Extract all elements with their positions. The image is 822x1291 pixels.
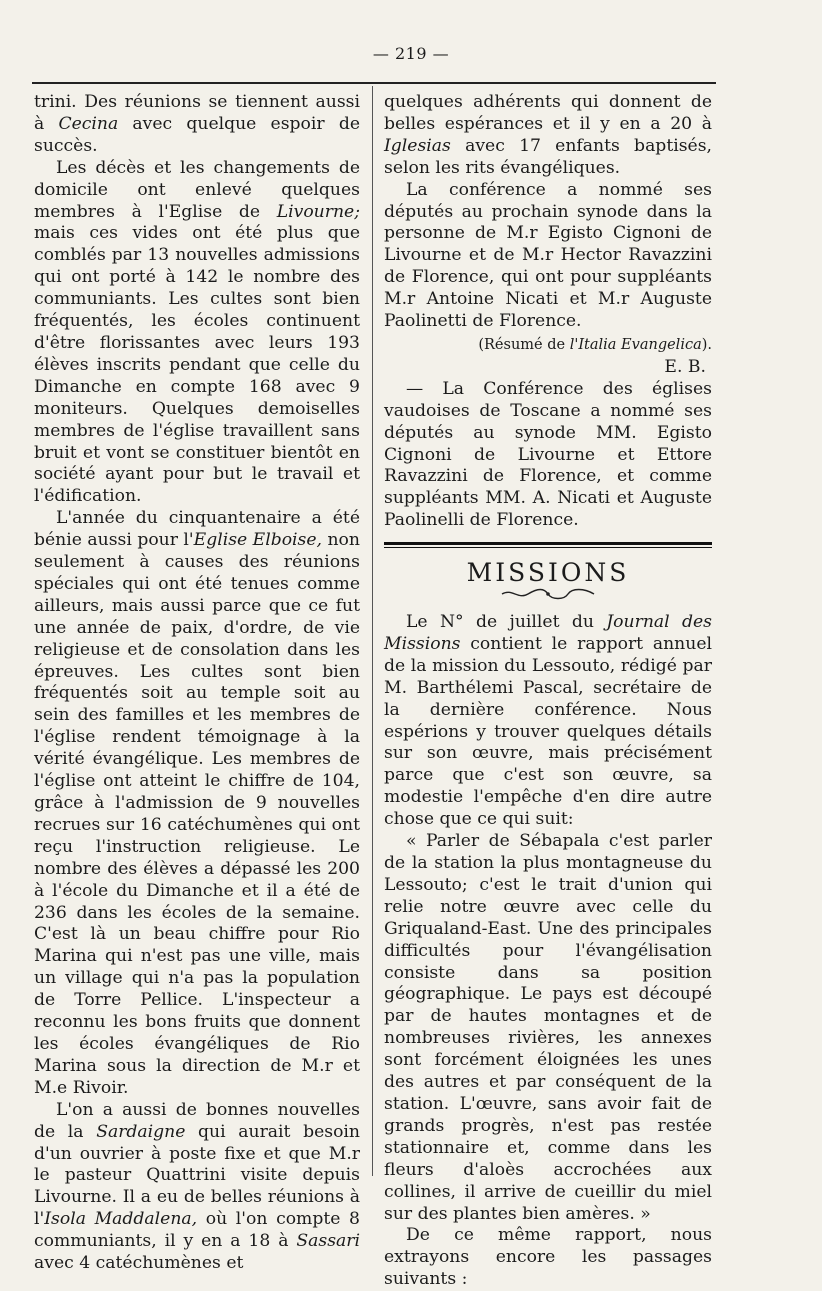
right-column (384, 92, 713, 1290)
paragraph-journal-missions (384, 612, 712, 831)
text-run: contient le rapport annuel de la mission du Lessouto, rédigé par M. Barthélemi Pascal, secrétaire de la dernière conférence. Nous espérions y trouver quelques détails sur son œuvre, mais précisément parce que c'est son œuvre, sa modestie l'empêche d'en dire autre chose que ce qui suit: (384, 633, 712, 830)
paragraph-iglesias (384, 92, 712, 180)
text-run: avec quelque espoir de succès. (34, 113, 360, 156)
flourish-ornament-icon (498, 587, 598, 601)
paragraph-cecina (34, 92, 360, 158)
text-run: avec 4 catéchumènes et (34, 1253, 244, 1274)
text-run: où l'on compte 8 communiants, il y en a 18 à (34, 1209, 360, 1252)
source-attribution (384, 335, 712, 357)
text-run: Le N° de juillet du (406, 612, 607, 633)
signature: E. B. (664, 356, 706, 377)
paragraph-closing: De ce même rapport, nous extrayons encore les passages suivants : (384, 1225, 712, 1290)
paragraph-sebapala-quote: « Parler de Sébapala c'est parler de la station la plus montagneuse du Lessouto; c'est le trait d'union qui relie notre œuvre avec celle du Griqualand-East. Une des principales difficultés pour l'évangélisation consiste dans sa position géographique. Le pays est découpé par de hautes montagnes et de nombreuses rivières, les annexes sont forcément éloignées les unes des autres et par conséquent de la station. L'œuvre, sans avoir fait de grands progrès, n'est pas restée stationnaire et, comme dans les fleurs d'aloès accrochées aux collines, il arrive de cueillir du miel sur des plantes bien amères. » (384, 831, 712, 1224)
section-rule (384, 547, 712, 548)
source-title: l'Italia Evangelica (569, 336, 702, 353)
paragraph-eglise-elboise (34, 508, 360, 1099)
text-run: Les décès et les changements de domicile ont enlevé quelques membres à l'Eglise de (34, 157, 360, 222)
paragraph-toscane-conference: — La Conférence des églises vaudoises de Toscane a nommé ses députés au synode MM. Egisto Cignoni de Livourne et Ettore Ravazzini de Florence, et comme suppléants MM. A. Nicati et Auguste Paolinelli de Florence. (384, 378, 712, 531)
text-run: L'on a aussi de bonnes nouvelles de la (34, 1099, 360, 1142)
paragraph-sardaigne (34, 1100, 360, 1275)
place-name: Isola Maddalena, (44, 1209, 198, 1230)
header-rule (32, 82, 716, 84)
place-name: Cecina (58, 113, 119, 134)
section-rule (384, 542, 712, 545)
text-run: ). (701, 336, 712, 353)
page-number: — 219 — (372, 44, 450, 63)
place-name: Eglise Elboise, (193, 530, 323, 551)
place-name: Iglesias (384, 135, 451, 156)
text-run: non seulement à causes des réunions spéciales qui ont été tenues comme ailleurs, mais aussi parce que ce fut une année de paix, d'ordre, de vie religieuse et de consolation dans les épreuves. Les cultes sont bien fréquentés soit au temple soit au sein des familles et les membres de l'église rendent témoignage à la vérité évangélique. Les membres de l'église ont atteint le chiffre de 104, grâce à l'admission de 9 nouvelles recrues sur 16 catéchumènes qui ont reçu l'instruction religieuse. Le nombre des élèves a dépassé les 200 à l'école du Dimanche et il a été de 236 dans les écoles de la semaine. C'est là un beau chiffre pour Rio Marina qui n'est pas une ville, mais un village qui n'a pas la population de Torre Pellice. L'inspecteur a reconnu les bons fruits que donnent les écoles évangéliques de Rio Marina sous la direction de M.r et M.e Rivoir. (34, 530, 360, 1098)
ornament-flourish (384, 586, 712, 600)
text-run: trini. Des réunions se tiennent aussi à (34, 92, 360, 134)
text-run: (Résumé de (478, 336, 570, 353)
text-run: quelques adhérents qui donnent de belles espérances et il y en a 20 à (384, 92, 712, 134)
column-divider (372, 86, 373, 1176)
paragraph-livourne (34, 158, 360, 509)
text-run: mais ces vides ont été plus que comblés par 13 nouvelles admissions qui ont porté à 142 le nombre des communiants. Les cultes sont bien fréquentés, les écoles continuent d'être florissantes avec leurs 193 élèves inscrits pendant que celle du Dimanche en compte 168 avec 9 moniteurs. Quelques demoiselles membres de l'église travaillent sans bruit et vont se constituer bientôt en société ayant pour but le travail et l'édification. (34, 223, 360, 507)
text-run: avec 17 enfants baptisés, selon les rits évangéliques. (384, 135, 712, 178)
text-run: L'année du cinquantenaire a été bénie aussi pour l' (34, 508, 360, 551)
journal-title: Journal des Missions (384, 612, 713, 654)
section-title: MISSIONS (466, 558, 630, 588)
place-name: Sassari (296, 1231, 360, 1252)
place-name: Sardaigne (96, 1121, 186, 1142)
left-column (34, 92, 360, 1274)
place-name: Livourne; (276, 201, 360, 222)
paragraph-deputies: La conférence a nommé ses députés au prochain synode dans la personne de M.r Egisto Cignoni de Livourne et de M.r Hector Ravazzini de Florence, qui ont pour suppléants M.r Antoine Nicati et M.r Auguste Paolinetti de Florence. (384, 179, 712, 332)
text-run: qui aurait besoin d'un ouvrier à poste fixe et que M.r le pasteur Quattrini visite depuis Livourne. Il a eu de belles réunions à l' (34, 1121, 360, 1230)
